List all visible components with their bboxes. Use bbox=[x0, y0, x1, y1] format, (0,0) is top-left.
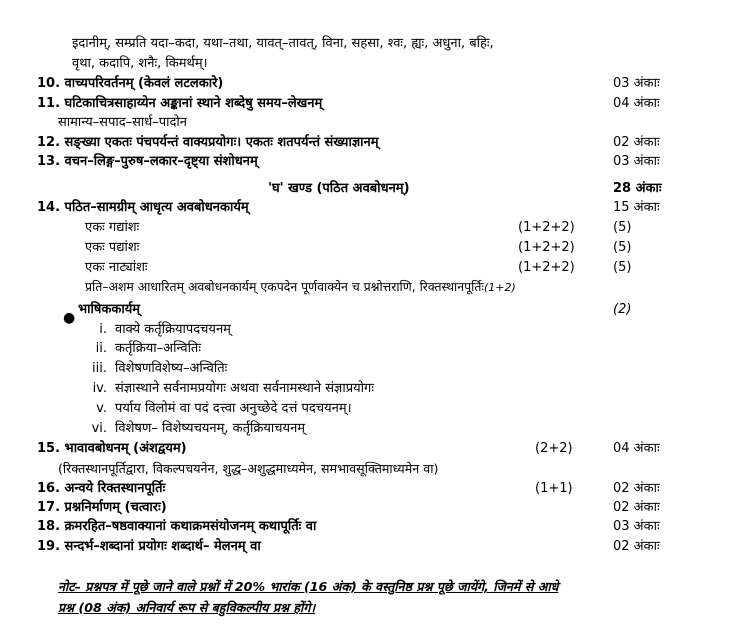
q11-marks: 04 अंकाः bbox=[613, 96, 660, 111]
q15-sub: (रिक्तस्थानपूर्तिद्वारा, विकल्पचयनेन, शुद्ध–अशुद्धमाध्यमेन, समभावसूक्तिमाध्यमेन वा) bbox=[58, 461, 439, 476]
bhashika-item-text: विशेषणविशेष्य–अन्वितिः bbox=[115, 361, 228, 376]
bhashika-item-num: iii. bbox=[92, 361, 107, 376]
bhashika-item-text: पर्याय विलोमं वा पदं दत्त्वा अनुच्छेदे दत्तं पदचयनम्। bbox=[115, 401, 352, 416]
note-line-2: प्रश्न (08 अंक) अनिवार्य रूप से बहुविकल्पीय प्रश्न होंगे। bbox=[58, 600, 316, 615]
q14-marks: 15 अंकाः bbox=[613, 200, 660, 215]
bhashika-item-num: ii. bbox=[95, 341, 107, 356]
q11-sub: सामान्य–सपाद–सार्ध–पादोन bbox=[58, 115, 187, 130]
q14-part-label: एकः नाट्यांशः bbox=[85, 260, 148, 275]
note-line-1: नोट– प्रश्नपत्र में पूछे जाने वाले प्रश्नों में 20% भारांक (16 अंक) के वस्तुनिष्ठ प्रश्न पूछे जायेंगे, जिनमें से आधे bbox=[58, 579, 559, 594]
q12-text: 12. सङ्ख्या एकतः पंचपर्यन्तं वाक्यप्रयोगः। एकतः शतपर्यन्तं संख्याज्ञानम् bbox=[37, 135, 379, 150]
q13-marks: 03 अंकाः bbox=[613, 154, 660, 169]
bhashika-marks: (2) bbox=[613, 302, 632, 317]
q13-text: 13. वचन–लिङ्ग–पुरुष–लकार–दृष्ट्या संशोधनम् bbox=[37, 154, 258, 169]
bhashika-item-text: कर्तृक्रिया–अन्वितिः bbox=[115, 341, 201, 356]
q16-split: (1+1) bbox=[535, 481, 573, 496]
q14-part-label: एकः पद्यांशः bbox=[85, 240, 140, 255]
bullet-icon: ● bbox=[63, 310, 76, 326]
q14-part-label: एकः गद्यांशः bbox=[85, 220, 140, 235]
q18-text: 18. क्रमरहित–षष्ठवाक्यानां कथाक्रमसंयोजनम् कथापूर्तिः वा bbox=[37, 519, 317, 534]
q12-marks: 02 अंकाः bbox=[613, 135, 660, 150]
q14-part-total: (5) bbox=[613, 220, 632, 235]
q14-part-split: (1+2+2) bbox=[518, 260, 575, 275]
q10-text: 10. वाच्यपरिवर्तनम् (केवलं लटलकारे) bbox=[37, 76, 224, 91]
q14-part-split: (1+2+2) bbox=[518, 240, 575, 255]
q14-part-total: (5) bbox=[613, 260, 632, 275]
q14-part-total: (5) bbox=[613, 240, 632, 255]
bhashika-title: भाषिककार्यम् bbox=[78, 302, 141, 317]
q15-marks: 04 अंकाः bbox=[613, 441, 660, 456]
q10-marks: 03 अंकाः bbox=[613, 76, 660, 91]
bhashika-item-text: विशेषण– विशेष्यचयनम्, कर्तृक्रियाचयनम् bbox=[115, 421, 306, 436]
q15-text: 15. भावावबोधनम् (अंशद्वयम) bbox=[37, 441, 187, 456]
avyaya-line-1: इदानीम्, सम्प्रति यदा–कदा, यथा–तथा, यावत्–तावत्, विना, सहसा, श्वः, ह्यः, अधुना, बहिः, bbox=[72, 36, 494, 51]
bhashika-item-num: i. bbox=[99, 322, 107, 337]
q14-prati-text: प्रति–अशम आधारितम् अवबोधनकार्यम् एकपदेन पूर्णवाक्येन च प्रश्नोत्तराणि, रिक्तस्थानपूर्तिः bbox=[85, 279, 484, 294]
bhashika-item-text: संज्ञास्थाने सर्वनामप्रयोगः अथवा सर्वनामस्थाने संज्ञाप्रयोगः bbox=[115, 381, 374, 396]
q14-prati-marks: (1+2) bbox=[483, 281, 516, 294]
section-title: 'घ' खण्ड (पठित अवबोधनम्) bbox=[268, 181, 410, 196]
bhashika-item-num: vi. bbox=[91, 421, 107, 436]
q17-marks: 02 अंकाः bbox=[613, 500, 660, 515]
bhashika-item-text: वाक्ये कर्तृक्रियापदचयनम् bbox=[115, 322, 231, 337]
q19-marks: 02 अंकाः bbox=[613, 539, 660, 554]
q19-text: 19. सन्दर्भ–शब्दानां प्रयोगः शब्दार्थ– मेलनम् वा bbox=[37, 539, 261, 554]
bhashika-item-num: iv. bbox=[92, 381, 107, 396]
q16-marks: 02 अंकाः bbox=[613, 481, 660, 496]
q15-split: (2+2) bbox=[535, 441, 573, 456]
q14-text: 14. पठित–सामग्रीम् आधृत्य अवबोधनकार्यम् bbox=[37, 200, 249, 215]
section-marks: 28 अंकाः bbox=[613, 181, 662, 196]
q11-text: 11. घटिकाचित्रसाहाय्येन अङ्कानां स्थाने शब्देषु समय–लेखनम् bbox=[37, 96, 323, 111]
avyaya-line-2: वृथा, कदापि, शनैः, किमर्थम्। bbox=[72, 56, 208, 71]
q17-text: 17. प्रश्ननिर्माणम् (चत्वारः) bbox=[37, 500, 167, 515]
bhashika-item-num: v. bbox=[96, 401, 107, 416]
q16-text: 16. अन्वये रिक्तस्थानपूर्तिः bbox=[37, 481, 166, 496]
q14-part-split: (1+2+2) bbox=[518, 220, 575, 235]
q14-prati bbox=[85, 278, 516, 297]
q18-marks: 03 अंकाः bbox=[613, 519, 660, 534]
